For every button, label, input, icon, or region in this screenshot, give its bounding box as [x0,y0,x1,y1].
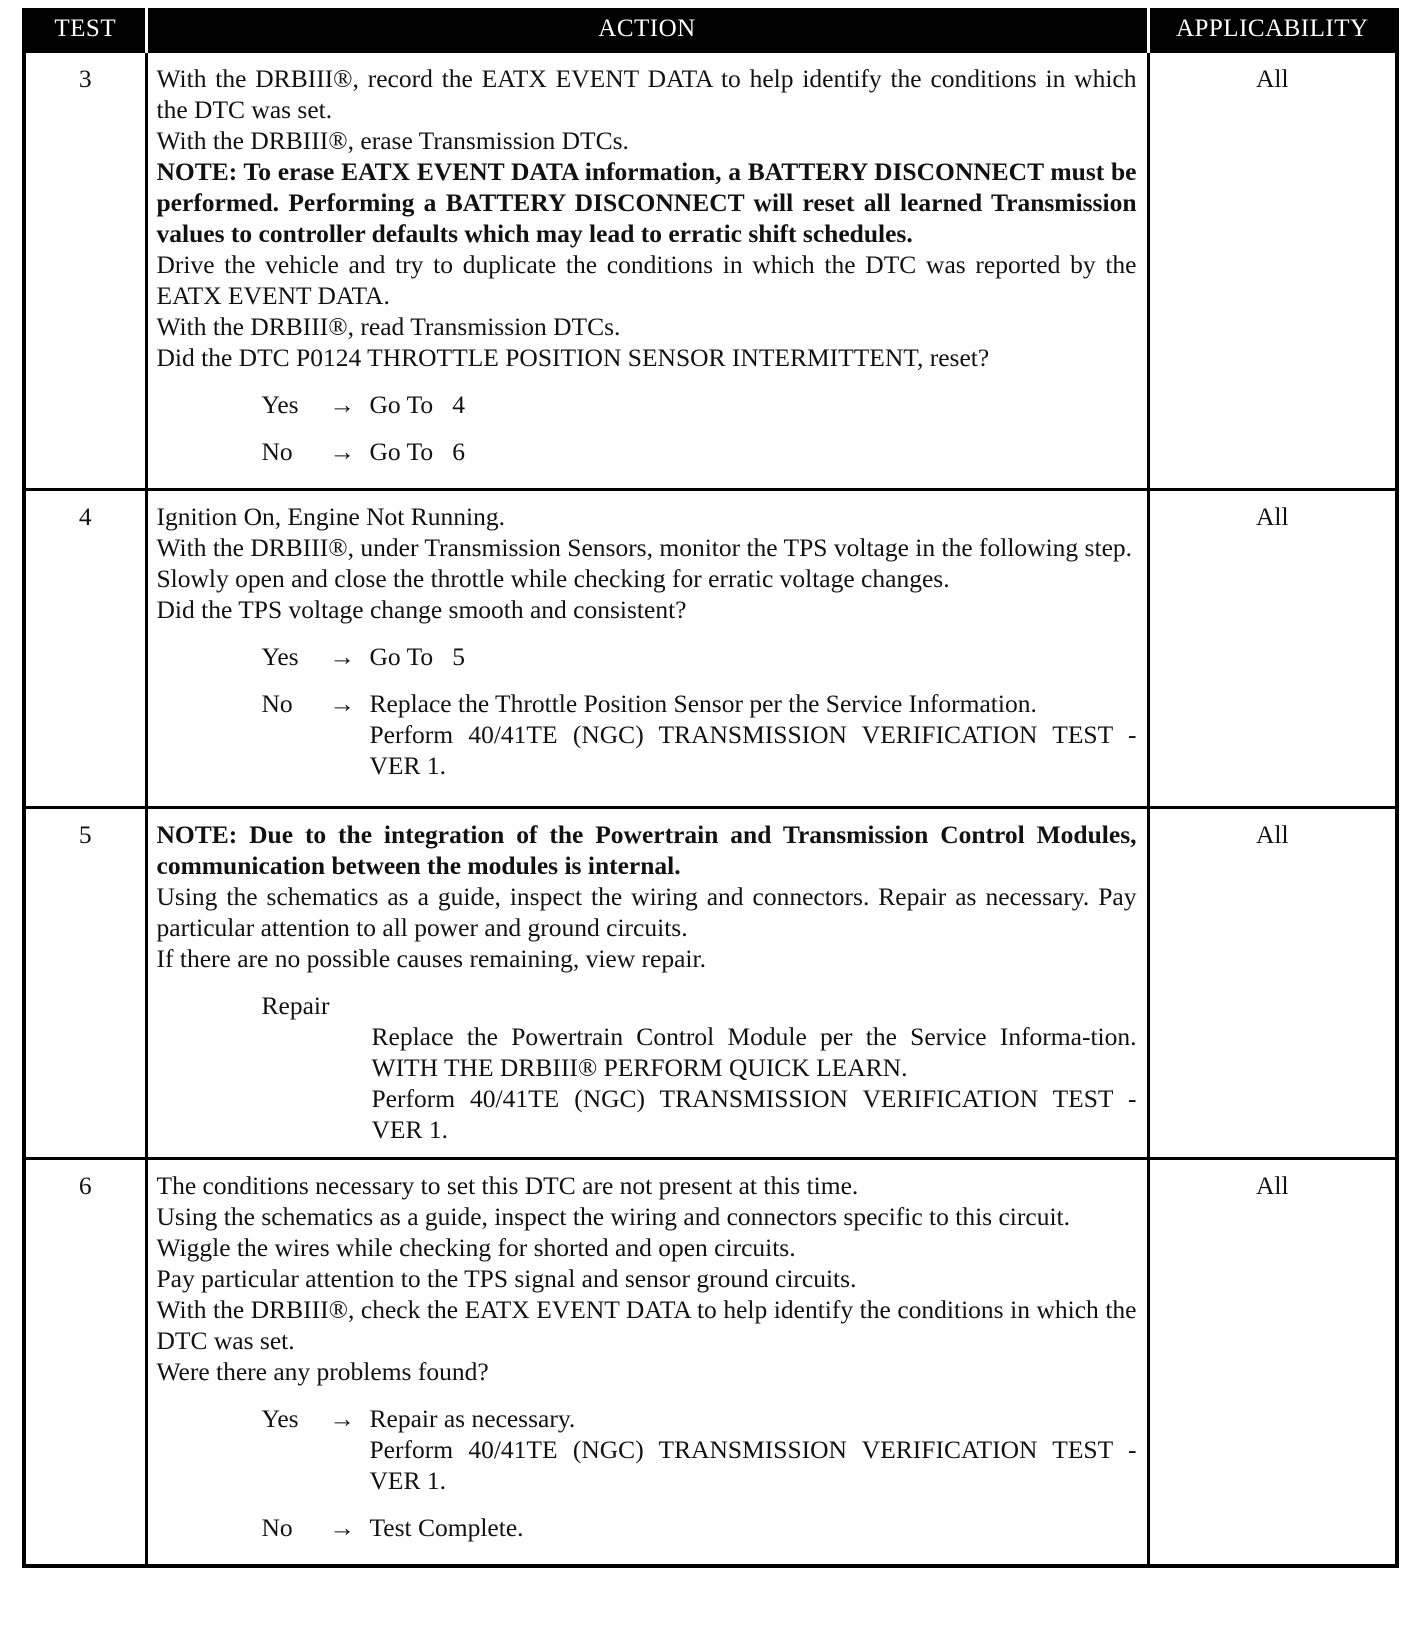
action-line: If there are no possible causes remaining, view repair. [156,944,706,973]
result-line: Replace the Throttle Position Sensor per the Service Information. [369,689,1037,718]
applicability-value: All [1148,1159,1397,1566]
arrow-icon: → [329,1513,355,1542]
action-line: Wiggle the wires while checking for shorted and open circuits. [156,1233,796,1262]
table-header-row [24,8,1397,52]
choice-label: No [261,437,293,466]
test-number: 5 [24,808,146,1159]
applicability-value: All [1148,808,1397,1159]
action-line: With the DRBIII®, read Transmission DTCs. [156,312,621,341]
action-cell [146,490,1148,808]
action-line: With the DRBIII®, check the EATX EVENT DATA to help identify the conditions in which the DTC was set. [156,1295,1137,1355]
table-row-test-4 [24,490,1397,808]
choice-result: Go To 5 [369,642,466,671]
question-text: Did the TPS voltage change smooth and consistent? [156,595,687,624]
choice-yes [157,1403,1137,1496]
arrow-icon: → [329,437,355,466]
table-row-test-5 [24,808,1397,1159]
action-line: Using the schematics as a guide, inspect the wiring and connectors. Repair as necessary. Pay particular attention to all power and ground circuits. [156,882,1137,942]
applicability-value: All [1148,52,1397,490]
table-row-test-6 [24,1159,1397,1566]
choice-label: Yes [261,1404,299,1433]
action-cell [146,52,1148,490]
test-number: 6 [24,1159,146,1566]
action-line: With the DRBIII®, under Transmission Sensors, monitor the TPS voltage in the following step. [156,533,1133,562]
choice-label: No [261,1513,293,1542]
arrow-icon: → [329,689,355,718]
action-line: Drive the vehicle and try to duplicate the conditions in which the DTC was reported by the EATX EVENT DATA. [156,250,1137,310]
result-line: Repair as necessary. [369,1404,576,1433]
arrow-icon: → [329,642,355,671]
choice-label: Yes [261,390,299,419]
action-line: With the DRBIII®, erase Transmission DTCs. [156,126,629,155]
choice-label: Yes [261,642,299,671]
action-cell [146,808,1148,1159]
test-number: 3 [24,52,146,490]
applicability-value: All [1148,490,1397,808]
question-text: Were there any problems found? [156,1357,489,1386]
repair-text: Perform 40/41TE (NGC) TRANSMISSION VERIFICATION TEST - VER 1. [371,1084,1137,1144]
action-line: Slowly open and close the throttle while checking for erratic voltage changes. [156,564,950,593]
action-line: Ignition On, Engine Not Running. [156,502,505,531]
diagnostic-test-table [22,8,1399,1568]
choice-no [157,688,1137,781]
test-number: 4 [24,490,146,808]
choice-label: No [261,689,293,718]
action-line: Using the schematics as a guide, inspect the wiring and connectors specific to this circuit. [156,1202,1070,1231]
header-applicability: APPLICABILITY [1148,8,1397,52]
question-text: Did the DTC P0124 THROTTLE POSITION SENSOR INTERMITTENT, reset? [156,343,990,372]
choice-yes [157,641,1137,672]
repair-text: Replace the Powertrain Control Module per the Service Informa-tion. WITH THE DRBIII® PERFORM QUICK LEARN. [371,1022,1137,1082]
action-line: The conditions necessary to set this DTC are not present at this time. [156,1171,859,1200]
header-action: ACTION [146,8,1148,52]
arrow-icon: → [329,390,355,419]
arrow-icon: → [329,1404,355,1433]
repair-label: Repair [261,991,330,1020]
note-text: NOTE: Due to the integration of the Powertrain and Transmission Control Modules, communication between the modules is internal. [156,820,1137,880]
action-line: Pay particular attention to the TPS signal and sensor ground circuits. [156,1264,857,1293]
note-text: NOTE: To erase EATX EVENT DATA information, a BATTERY DISCONNECT must be performed. Performing a BATTERY DISCONNECT will reset all learned Transmission values to controller defaults which may lead to erratic shift schedules. [156,157,1137,248]
table-row-test-3 [24,52,1397,490]
choice-result [370,1403,1137,1496]
choice-result: Go To 6 [369,437,466,466]
choice-result [370,688,1137,781]
choice-yes [157,389,1137,420]
header-test: TEST [24,8,146,52]
result-line: Perform 40/41TE (NGC) TRANSMISSION VERIFICATION TEST - VER 1. [369,720,1137,780]
result-line: Perform 40/41TE (NGC) TRANSMISSION VERIFICATION TEST - VER 1. [369,1435,1137,1495]
action-line: With the DRBIII®, record the EATX EVENT DATA to help identify the conditions in which the DTC was set. [156,64,1137,124]
choice-no [157,1512,1137,1543]
diagnostic-page [22,8,1395,1568]
choice-result: Test Complete. [369,1513,524,1542]
choice-no [157,436,1137,467]
choice-result: Go To 4 [369,390,466,419]
action-cell [146,1159,1148,1566]
